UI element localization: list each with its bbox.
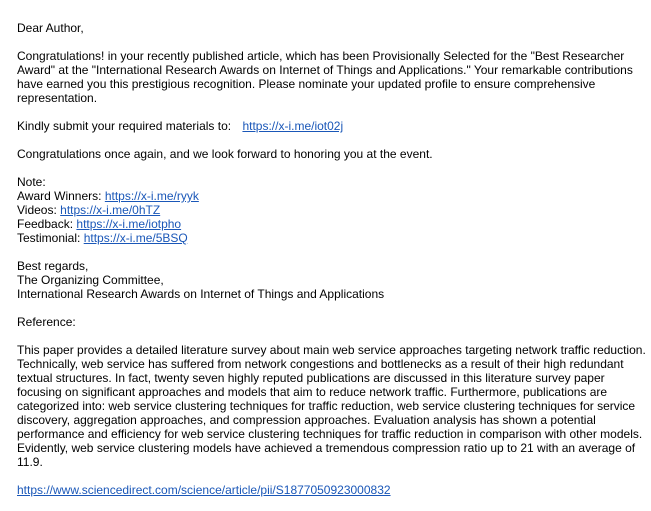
congrats-again: Congratulations once again, and we look forward to honoring you at the event. <box>17 147 433 161</box>
abstract-paragraph: This paper provides a detailed literature survey about main web service approaches targeting network traffic reduction. Technically, web service has suffered from network congestions and bottlenecks as a result of their high redundant textual structures. In fact, twenty seven highly reputed publications are discussed in this literature survey paper focusing on significant approaches and models that aim to reduce network traffic. Furthermore, publications are categorized into: web service clustering techniques for traffic reduction, web service clustering techniques for service discovery, aggregation approaches, and compression approaches. Evaluation analysis has shown a potential performance and efficiency for web service clustering techniques for traffic reduction in comparison with other models. Evidently, web service clustering models have achieved a tremendous compression ratio up to 21 with an average of 11.9. <box>17 343 646 469</box>
greeting: Dear Author, <box>17 21 84 35</box>
reference-link[interactable]: https://www.sciencedirect.com/science/article/pii/S1877050923000832 <box>17 483 391 497</box>
reference-link-line <box>17 483 647 497</box>
note-label: Videos: <box>17 203 57 217</box>
signoff <box>17 259 647 301</box>
signoff-line: The Organizing Committee, <box>17 273 164 287</box>
note-label: Testimonial: <box>17 231 81 245</box>
testimonial-link[interactable]: https://x-i.me/5BSQ <box>83 231 188 245</box>
feedback-link[interactable]: https://x-i.me/iotpho <box>76 217 182 231</box>
note-feedback <box>17 217 647 231</box>
submit-text: Kindly submit your required materials to: <box>17 119 232 133</box>
notes-section <box>17 175 647 245</box>
submit-line <box>17 119 647 133</box>
note-testimonial <box>17 231 647 245</box>
award-winners-link[interactable]: https://x-i.me/ryyk <box>104 189 199 203</box>
note-heading: Note: <box>17 175 46 189</box>
intro-paragraph: Congratulations! in your recently published article, which has been Provisionally Selected for the "Best Researcher Award" at the "International Research Awards on Internet of Things and Applications." Your remarkable contributions have earned you this prestigious recognition. Please nominate your updated profile to ensure comprehensive representation. <box>17 49 633 105</box>
note-award-winners <box>17 189 647 203</box>
reference-heading: Reference: <box>17 315 76 329</box>
videos-link[interactable]: https://x-i.me/0hTZ <box>60 203 161 217</box>
note-videos <box>17 203 647 217</box>
note-label: Feedback: <box>17 217 74 231</box>
submit-link[interactable]: https://x-i.me/iot02j <box>242 119 344 133</box>
signoff-line: Best regards, <box>17 259 89 273</box>
note-label: Award Winners: <box>17 189 102 203</box>
signoff-line: International Research Awards on Internet of Things and Applications <box>17 287 385 301</box>
